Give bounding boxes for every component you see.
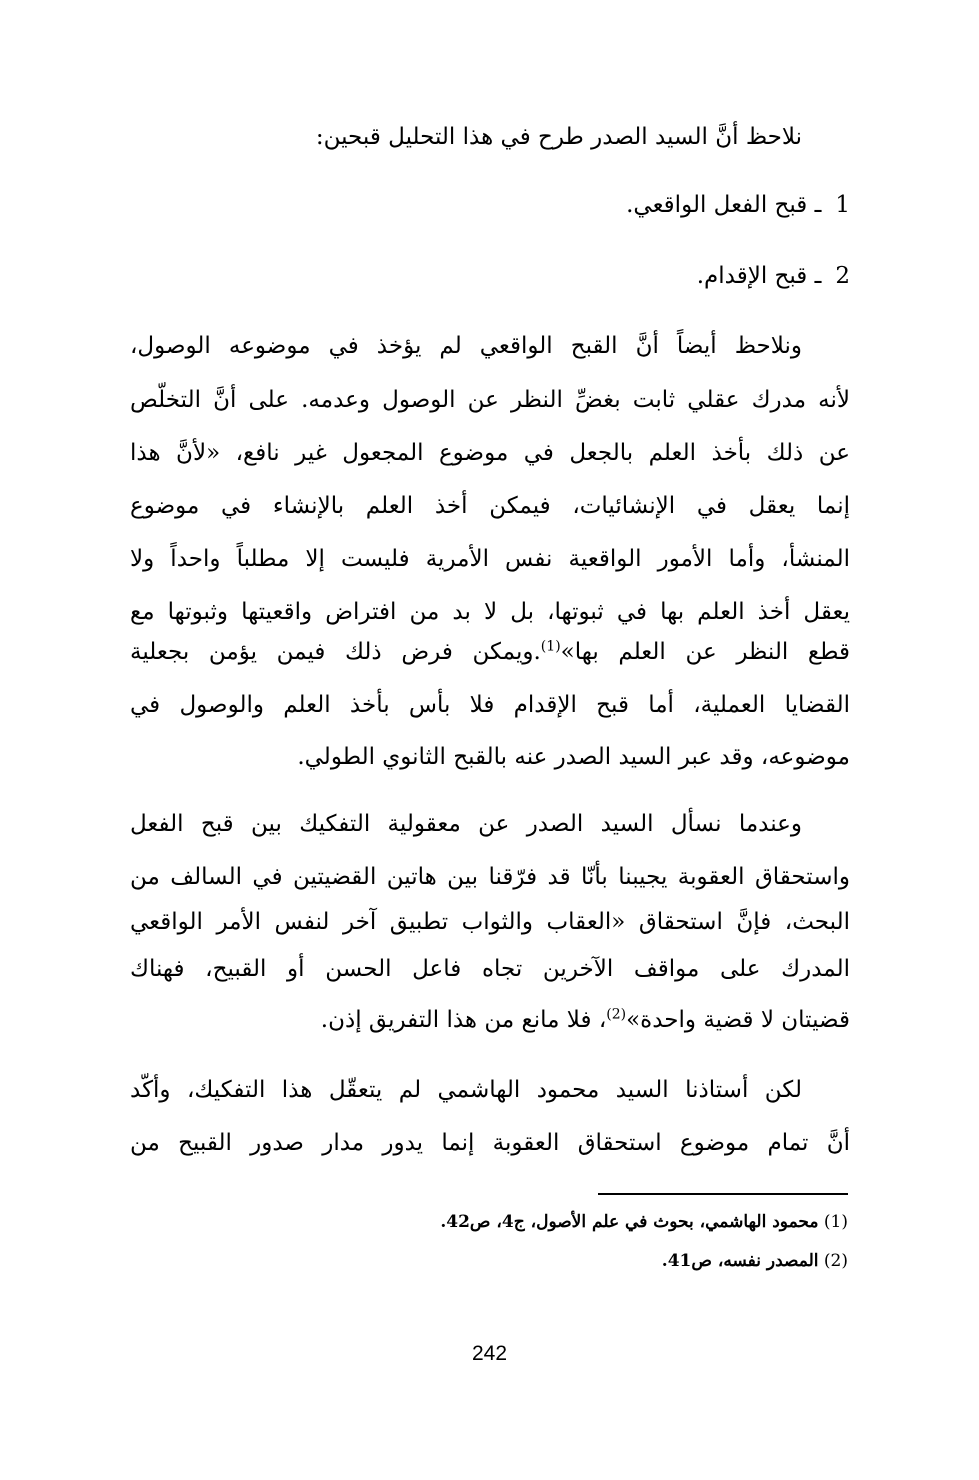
paragraph-line: عن ذلك بأخذ العلم بالجعل في موضوع المجعول غير نافع، «لأنَّ هذا: [130, 440, 850, 466]
list-item: [130, 185, 850, 225]
footnote: (2) المصدر نفسه، ص41.: [661, 1251, 848, 1271]
footnote-ref[interactable]: (1): [540, 638, 561, 655]
footnote: (1) محمود الهاشمي، بحوث في علم الأصول، ج4، ص42.: [440, 1212, 848, 1232]
list-item: [130, 256, 850, 296]
paragraph-line: القضايا العملية، أما قبح الإقدام فلا بأس بأخذ العلم والوصول في: [130, 692, 850, 718]
paragraph-line: المدرك على مواقف الآخرين تجاه فاعل الحسن أو القبيح، فهناك: [130, 956, 850, 982]
paragraph-line: المنشأ، وأما الأمور الواقعية نفس الأمرية فليست إلا مطلباً واحداً ولا: [130, 546, 850, 572]
list-item-text: ـ قبح الإقدام.: [696, 263, 822, 289]
footnote-marker: (2): [823, 1251, 848, 1271]
list-item-text: ـ قبح الفعل الواقعي.: [626, 192, 822, 218]
paragraph-line: موضوعه، وقد عبر السيد الصدر عنه بالقبح الثانوي الطولي.: [297, 744, 850, 770]
footnote-title: بحوث في علم الأصول: [536, 1212, 694, 1232]
paragraph-line: قطع النظر عن العلم بها»$^{(1)}$.ويمكن فرض ذلك فيمن يؤمن بجعلية: [130, 638, 850, 665]
paragraph-line: وعندما نسأل السيد الصدر عن معقولية التفكيك بين قبح الفعل: [130, 811, 802, 837]
paragraph-line: قضيتان لا قضية واحدة»$^{(2)}$، فلا مانع من هذا التفريق إذن.: [320, 1006, 850, 1033]
footnote-divider: [598, 1193, 848, 1195]
page-number: 242: [471, 1342, 508, 1365]
paragraph-line: البحث، فإنَّ استحقاق «العقاب والثواب تطبيق آخر لنفس الأمر الواقعي: [130, 909, 850, 935]
paragraph-line: يعقل أخذ العلم بها في ثبوتها، بل لا بد من افتراض واقعيتها وثبوتها مع: [130, 599, 850, 625]
footnote-marker: (1): [823, 1212, 848, 1232]
paragraph-line: إنما يعقل في الإنشائيات، فيمكن أخذ العلم بالإنشاء في موضوع: [130, 493, 850, 519]
paragraph-line: ونلاحظ أيضاً أنَّ القبح الواقعي لم يؤخذ في موضوعه الوصول،: [130, 333, 802, 359]
intro-paragraph: نلاحظ أنَّ السيد الصدر طرح في هذا التحليل قبحين:: [315, 124, 802, 150]
paragraph-line: لأنه مدرك عقلي ثابت بغضِّ النظر عن الوصول وعدمه. على أنَّ التخلّص: [130, 387, 850, 413]
paragraph-line: واستحقاق العقوبة يجيبنا بأنّا قد فرّقنا بين هاتين القضيتين في السالف من: [130, 864, 850, 890]
paragraph-line: لكن أستاذنا السيد محمود الهاشمي لم يتعقّل هذا التفكيك، وأكّد: [130, 1077, 802, 1103]
list-item-number: 1: [835, 192, 850, 218]
footnote-ref[interactable]: (2): [606, 1006, 627, 1023]
paragraph-line: أنَّ تمام موضوع استحقاق العقوبة إنما يدور مدار صدور القبيح من: [130, 1130, 850, 1156]
list-item-number: 2: [835, 263, 850, 289]
